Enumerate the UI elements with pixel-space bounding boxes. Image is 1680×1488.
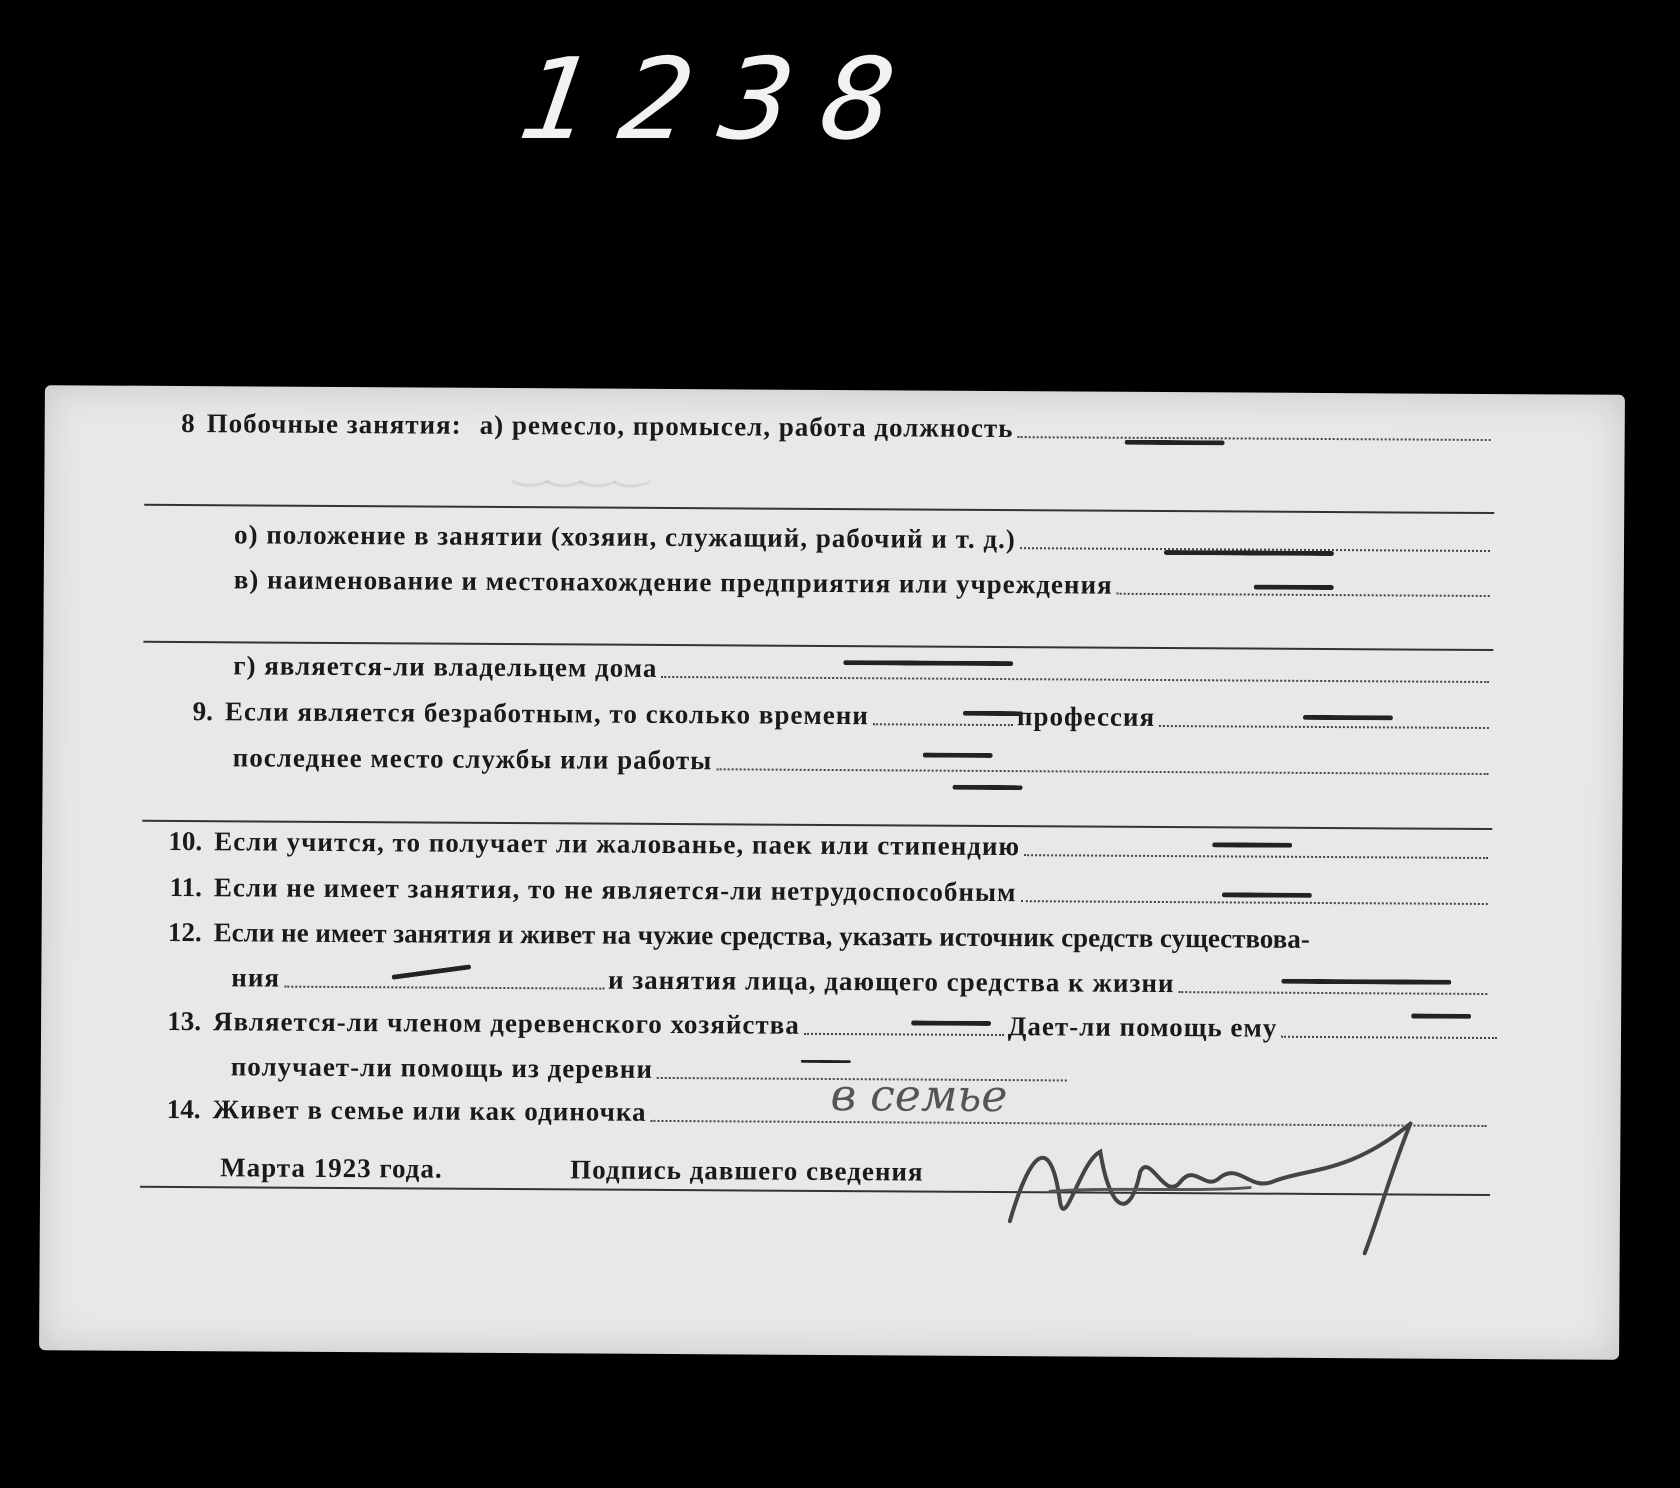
q12-label: Если не имеет занятия и живет на чужие средства, указать источник средств существова- bbox=[213, 917, 1310, 954]
q11-dash bbox=[1222, 892, 1312, 898]
q8v-line bbox=[234, 564, 1494, 603]
footer-date: Марта 1923 года. bbox=[220, 1152, 443, 1184]
bleed-through: ‿‿‿‿ bbox=[514, 438, 650, 488]
frame-number: 1238 bbox=[510, 33, 934, 165]
q13-help-to-field bbox=[1281, 1035, 1497, 1039]
q8b-label: о) положение в занятии (хозяин, служащий, рабочий и т. д.) bbox=[233, 519, 1016, 555]
q13-help-to-label: Дает-ли помощь ему bbox=[1007, 1011, 1278, 1043]
q13-help-to-dash bbox=[1411, 1014, 1471, 1019]
q13-number: 13. bbox=[167, 1005, 202, 1037]
q10-field bbox=[1024, 853, 1488, 859]
q12-line bbox=[152, 917, 1502, 956]
q13-label: Является-ли членом деревенского хозяйства bbox=[212, 1006, 800, 1040]
q10-number: 10. bbox=[168, 825, 203, 857]
q9-last-place-dash bbox=[923, 753, 993, 758]
q12-source-field bbox=[284, 985, 604, 990]
q8v-label: в) наименование и местонахождение предприятия или учреждения bbox=[233, 564, 1113, 600]
q8a-dash bbox=[1125, 440, 1225, 446]
q12-number: 12. bbox=[167, 916, 202, 948]
q11-number: 11. bbox=[169, 871, 202, 903]
q8g-dash bbox=[843, 660, 1013, 666]
q12-cont-label: ния bbox=[231, 962, 281, 993]
q8g-line bbox=[233, 650, 1493, 689]
census-card bbox=[39, 385, 1625, 1360]
q8b-dash bbox=[1164, 550, 1334, 556]
q13-help-from-dash bbox=[801, 1060, 851, 1063]
q8v-rule bbox=[143, 641, 1493, 651]
q8-label: Побочные занятия: bbox=[206, 408, 462, 440]
q9-last-place-field bbox=[716, 767, 1488, 775]
q9-last-place-label: последнее место службы или работы bbox=[232, 742, 713, 776]
q8g-label: г) является-ли владельцем дома bbox=[233, 650, 658, 683]
q8a-label: а) ремесло, промысел, работа должность bbox=[479, 409, 1014, 444]
q9-profession-dash bbox=[1303, 715, 1393, 721]
q9-time-dash bbox=[963, 711, 1023, 716]
q9-profession-label: профессия bbox=[1016, 701, 1156, 732]
q14-handwritten-answer: в семье bbox=[830, 1069, 1008, 1123]
q9-line bbox=[163, 696, 1493, 735]
q12-occupation-dash bbox=[1281, 979, 1451, 985]
q11-field bbox=[1020, 899, 1487, 905]
q8-line bbox=[175, 408, 1495, 447]
q14-label: Живет в семье или как одиночка bbox=[212, 1094, 647, 1127]
q11-label: Если не имеет занятия, то не является-ли нетрудоспособным bbox=[213, 872, 1017, 908]
q13-line bbox=[151, 1006, 1501, 1045]
signature-scribble bbox=[990, 1091, 1451, 1264]
q12-occupation-field bbox=[1178, 990, 1487, 995]
q9-number: 9. bbox=[192, 696, 214, 727]
q13-member-field bbox=[804, 1032, 1004, 1036]
q9-last-place-line bbox=[233, 742, 1493, 781]
q9-profession-field bbox=[1159, 724, 1489, 729]
q9-extra-dash bbox=[953, 785, 1023, 790]
q11-line bbox=[152, 872, 1492, 911]
q10-label: Если учится, то получает ли жалованье, паек или стипендию bbox=[214, 826, 1021, 862]
q9-time-field bbox=[873, 722, 1013, 726]
q14-number: 14. bbox=[166, 1093, 201, 1125]
q8v-dash bbox=[1254, 585, 1334, 590]
footer-signature-label: Подпись давшего сведения bbox=[570, 1154, 924, 1187]
q10-dash bbox=[1212, 842, 1292, 847]
q8v-field bbox=[1117, 592, 1490, 597]
q8-number: 8 bbox=[181, 408, 195, 439]
q9-label: Если является безработным, то сколько времени bbox=[224, 696, 870, 731]
q12-occupation-label: и занятия лица, дающего средства к жизни bbox=[607, 964, 1175, 999]
q13-help-from-label: получает-ли помощь из деревни bbox=[230, 1051, 654, 1084]
q8g-field bbox=[661, 675, 1489, 683]
q13-member-dash bbox=[911, 1020, 991, 1025]
q8a-field bbox=[1017, 435, 1490, 441]
q8a-rule bbox=[144, 504, 1494, 514]
